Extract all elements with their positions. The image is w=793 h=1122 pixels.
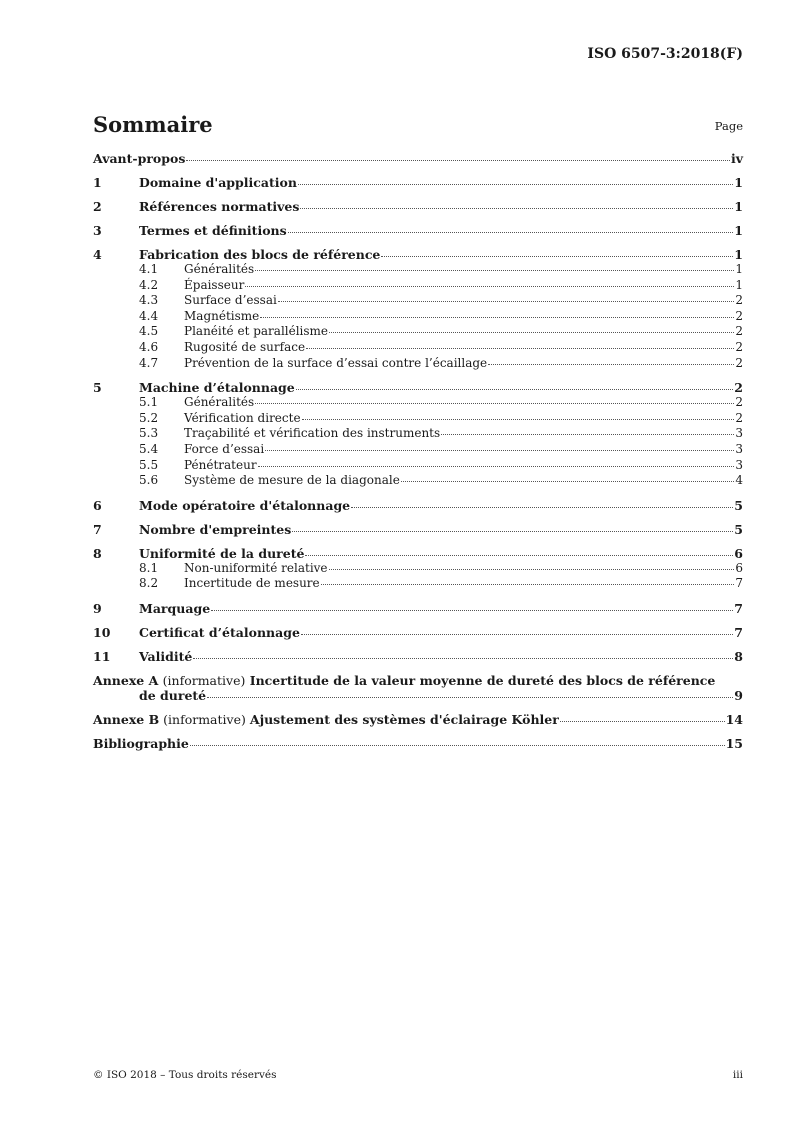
dot-leader [329,332,734,333]
toc-label-continued: de dureté [139,687,207,703]
toc-number: 4.6 [139,339,159,354]
toc-entry-4-6[interactable] [93,340,743,356]
dot-leader [441,434,734,435]
toc-entry-5-6[interactable] [93,473,743,489]
dot-leader [300,208,733,209]
toc-number: 11 [93,648,111,664]
toc-entry-4-7[interactable] [93,356,743,372]
dot-leader [292,531,733,532]
annex-a-line1 [93,673,743,688]
dot-leader [193,658,733,659]
toc-entry-9[interactable] [93,601,743,616]
toc-number: 5.6 [139,473,159,488]
toc-label: Magnétisme [184,308,260,323]
toc-page: 6 [735,560,743,575]
toc-page: 2 [734,380,743,396]
dot-leader [186,160,730,161]
toc-entry-4-5[interactable] [93,324,743,340]
toc-page: 5 [734,521,743,537]
toc-number: 3 [93,223,102,238]
toc-entry-4-4[interactable] [93,309,743,325]
document-id: ISO 6507-3:2018(F) [587,46,743,62]
dot-leader [288,232,734,233]
toc-entry-6[interactable] [93,498,743,513]
toc-number: 4.5 [139,324,159,339]
dot-leader [260,317,734,318]
toc-entry-7[interactable] [93,522,743,537]
toc-number: 4.1 [139,262,159,276]
annex-prefix: Annexe A [93,672,159,688]
toc-label: Machine d’étalonnage [139,380,295,396]
toc-number: 8 [93,545,102,561]
toc-number: 4.4 [139,308,159,323]
toc-entry-avant-propos[interactable] [93,151,743,166]
dot-leader [265,450,734,451]
toc-entry-1[interactable] [93,175,743,190]
toc-entry-3[interactable] [93,223,743,238]
toc-page: 2 [735,324,743,339]
toc-page: 3 [735,426,743,441]
toc-label: Validité [139,648,193,664]
toc-label: Pénétrateur [184,457,257,472]
toc-number: 8.2 [139,576,159,591]
toc-number: 5.4 [139,441,159,456]
toc-label: Références normatives [139,199,300,214]
toc-label: Force d’essai [184,441,265,456]
toc-entry-8-1[interactable] [93,561,743,577]
toc-label: Épaisseur [184,277,245,292]
dot-leader [255,270,734,271]
toc-label: Généralités [184,262,255,276]
toc-label: Nombre d'empreintes [139,521,292,537]
toc-page: 14 [725,711,743,727]
toc-number: 6 [93,497,102,513]
annex-a-line2 [93,688,743,703]
toc-number: 4.2 [139,277,159,292]
toc-entry-4-2[interactable] [93,278,743,294]
toc-label: Domaine d'application [139,175,297,190]
toc-number: 10 [93,624,111,640]
toc-label: Mode opératoire d'étalonnage [139,497,351,513]
dot-leader [306,348,734,349]
toc-entry-5-2[interactable] [93,411,743,427]
toc-entry-5-1[interactable] [93,395,743,411]
toc-entry-10[interactable] [93,625,743,640]
dot-leader [302,419,735,420]
toc-label: Ajustement des systèmes d'éclairage Köhler [249,711,559,727]
toc-number: 5.2 [139,410,159,425]
toc-entry-4-3[interactable] [93,293,743,309]
toc-number: 5.1 [139,395,159,410]
toc-label: Termes et définitions [139,223,287,238]
footer-copyright: © ISO 2018 – Tous droits réservés [93,1069,277,1081]
dot-leader [255,403,734,404]
toc-number: 1 [93,175,102,190]
toc-label: Non-uniformité relative [184,560,328,575]
toc-entry-5[interactable] [93,380,743,395]
toc-label: Avant-propos [93,151,186,166]
toc-number: 2 [93,199,102,214]
toc-page: 3 [735,457,743,472]
toc-page: 2 [735,339,743,354]
toc-page: 1 [735,277,743,292]
page-title: Sommaire [93,112,213,137]
toc-page: 1 [734,199,743,214]
toc-page: 6 [734,545,743,561]
toc-label: Prévention de la surface d’essai contre l’écaillage [184,355,488,370]
toc-entry-5-3[interactable] [93,426,743,442]
toc-label: Uniformité de la dureté [139,545,305,561]
toc-entry-5-5[interactable] [93,458,743,474]
toc-number: 7 [93,521,102,537]
dot-leader [401,481,735,482]
toc-page: 7 [734,600,743,616]
toc-label: Vérification directe [184,410,301,425]
toc-label: Planéité et parallélisme [184,324,329,339]
footer-page-number: iii [732,1069,743,1081]
toc-entry-8-2[interactable] [93,576,743,592]
page-column-label: Page [714,119,743,133]
dot-leader [211,610,733,611]
toc-label: Incertitude de mesure [184,576,320,591]
toc-entry-11[interactable] [93,649,743,664]
toc-number: 4 [93,247,102,262]
dot-leader [351,507,733,508]
dot-leader [329,569,735,570]
dot-leader [245,286,734,287]
toc-label: Rugosité de surface [184,339,306,354]
toc-page: 1 [734,223,743,238]
dot-leader [305,555,733,556]
toc-label: Bibliographie [93,735,189,751]
toc-entry-annex-a[interactable] [93,673,743,703]
toc-number: 5 [93,380,102,396]
toc-entry-4[interactable] [93,247,743,262]
dot-leader [207,697,733,698]
toc-number: 5.3 [139,426,159,441]
toc-page: 2 [735,395,743,410]
annex-qualifier: (informative) [163,711,246,727]
toc-page: 2 [735,308,743,323]
annex-prefix: Annexe B [93,711,160,727]
toc-label: Surface d’essai [184,293,277,308]
dot-leader [321,584,735,585]
table-of-contents [93,151,743,751]
toc-number: 9 [93,600,102,616]
toc-label: Généralités [184,395,255,410]
toc-page: 7 [734,624,743,640]
annex-qualifier: (informative) [162,672,246,688]
toc-label: Traçabilité et vérification des instruments [184,426,441,441]
toc-entry-5-4[interactable] [93,442,743,458]
toc-page: 9 [734,687,743,703]
toc-label: Système de mesure de la diagonale [184,473,400,488]
dot-leader [296,389,734,390]
toc-label: Fabrication des blocs de référence [139,247,381,262]
dot-leader [190,745,725,746]
toc-number: 4.7 [139,355,159,370]
toc-page: 8 [734,648,743,664]
dot-leader [258,466,735,467]
toc-number: 4.3 [139,293,159,308]
toc-page: 5 [734,497,743,513]
toc-page: 3 [735,441,743,456]
toc-page: 1 [734,175,743,190]
toc-page: iv [730,151,743,166]
toc-entry-bibliographie[interactable] [93,736,743,751]
dot-leader [278,301,735,302]
dot-leader [301,634,733,635]
toc-entry-4-1[interactable] [93,262,743,278]
dot-leader [381,256,733,257]
toc-page: 15 [725,735,743,751]
toc-page: 2 [735,355,743,370]
toc-page: 4 [735,473,743,488]
toc-page: 1 [734,247,743,262]
toc-number: 5.5 [139,457,159,472]
toc-page: 1 [735,262,743,276]
toc-label: Marquage [139,600,211,616]
toc-entry-8[interactable] [93,546,743,561]
toc-number: 8.1 [139,560,159,575]
toc-page: 2 [735,410,743,425]
dot-leader [298,184,733,185]
toc-label: Certificat d’étalonnage [139,624,300,640]
dot-leader [488,364,734,365]
toc-entry-annex-b[interactable] [93,712,743,727]
toc-page: 2 [735,293,743,308]
toc-label: Incertitude de la valeur moyenne de dureté des blocs de référence [249,672,716,688]
toc-page: 7 [735,576,743,591]
dot-leader [560,721,725,722]
toc-entry-2[interactable] [93,199,743,214]
